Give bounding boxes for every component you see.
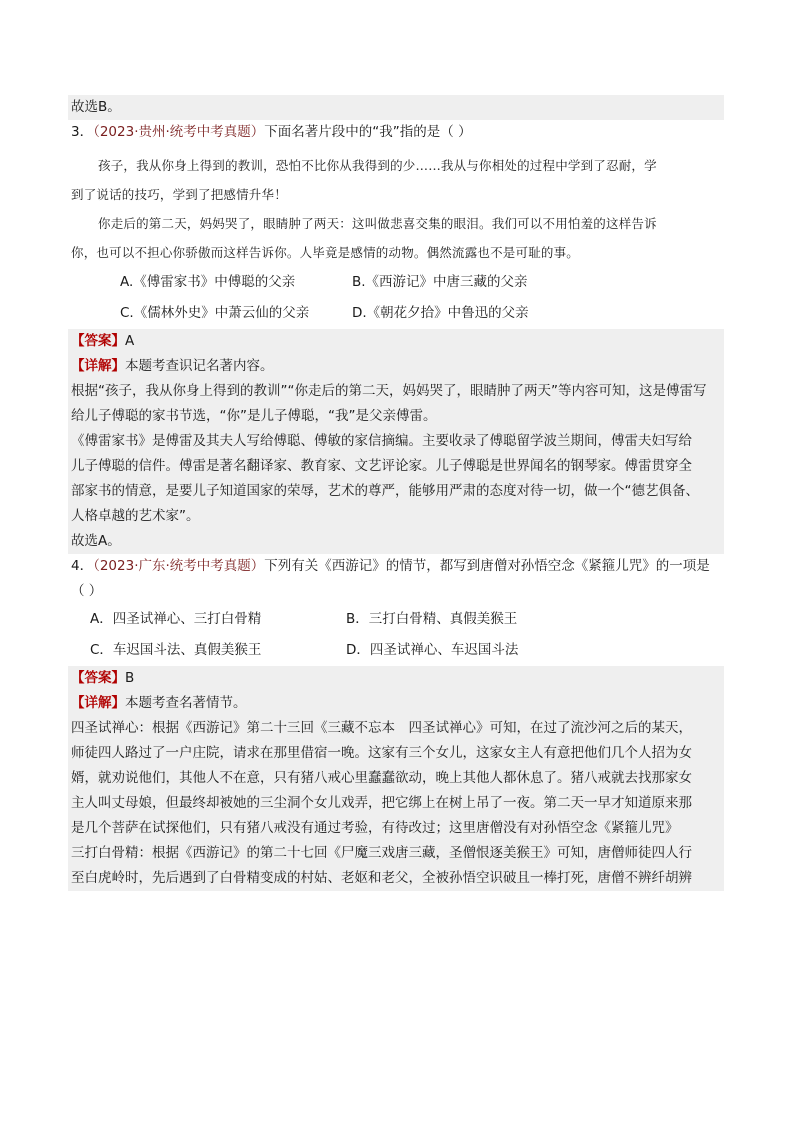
- question-4-stem-cont: （ ）: [71, 583, 103, 599]
- detail-line: [68, 691, 724, 716]
- option-c: C．车迟国斗法、真假美猴王: [90, 642, 262, 658]
- answer-label: 【答案】: [71, 670, 125, 686]
- options-row: [68, 604, 724, 635]
- question-3-stem: [68, 120, 724, 145]
- option-b: B.《西游记》中唐三藏的父亲: [352, 274, 528, 290]
- answer-line: [68, 329, 724, 354]
- answer-value: B: [125, 670, 135, 686]
- options-row: [68, 635, 724, 666]
- detail-line: 《傅雷家书》是傅雷及其夫人写给傅聪、傅敏的家信摘编。主要收录了傅聪留学波兰期间，傅雷夫妇写给: [68, 429, 724, 454]
- option-b: B．三打白骨精、真假美猴王: [346, 611, 518, 627]
- question-number: 4．: [71, 558, 94, 574]
- options-row: [68, 298, 724, 329]
- detail-line: 至白虎岭时，先后遇到了白骨精变成的村姑、老妪和老父，全被孙悟空识破且一棒打死，唐僧不辨纤胡辨: [68, 866, 724, 891]
- options-row: [68, 267, 724, 298]
- detail-line: 部家书的情意，是要儿子知道国家的荣辱，艺术的尊严，能够用严肃的态度对待一切，做一个“德艺俱备、: [68, 479, 724, 504]
- detail-line: 三打白骨精：根据《西游记》的第二十七回《尸魔三戏唐三藏，圣僧恨逐美猴王》可知，唐僧师徒四人行: [68, 841, 724, 866]
- detail-line: 儿子傅聪的信件。傅雷是著名翻译家、教育家、文艺评论家。儿子傅聪是世界闻名的钢琴家。傅雷贯穿全: [68, 454, 724, 479]
- question-number: 3．: [71, 124, 94, 140]
- option-a: A．四圣试禅心、三打白骨精: [90, 611, 262, 627]
- question-text: 下面名著片段中的“我”指的是（ ）: [264, 124, 472, 140]
- answer-value: A: [125, 333, 135, 349]
- previous-question-conclusion: 故选B。: [68, 95, 724, 120]
- excerpt-line: 你走后的第二天，妈妈哭了，眼睛肿了两天：这叫做悲喜交集的眼泪。我们可以不用怕羞的这样告诉: [98, 216, 657, 231]
- option-c: C.《儒林外史》中萧云仙的父亲: [120, 305, 310, 321]
- answer-label: 【答案】: [71, 333, 125, 349]
- detail-line: 四圣试禅心：根据《西游记》第二十三回《三藏不忘本 四圣试禅心》可知，在过了流沙河之后的某天，: [68, 716, 724, 741]
- answer-line: [68, 666, 724, 691]
- question-source: （2023·广东·统考中考真题）: [93, 558, 265, 574]
- detail-label: 【详解】: [71, 695, 125, 711]
- excerpt-line: 到了说话的技巧，学到了把感情升华！: [71, 187, 287, 202]
- detail-line: 根据“孩子，我从你身上得到的教训”“你走后的第二天，妈妈哭了，眼睛肿了两天”等内容可知，这是傅雷写: [68, 379, 724, 404]
- detail-line: 人格卓越的艺术家”。: [68, 504, 724, 529]
- detail-line: [68, 354, 724, 379]
- option-d: D．四圣试禅心、车迟国斗法: [346, 642, 519, 658]
- question-4-stem: [68, 554, 724, 579]
- option-a: A.《傅雷家书》中傅聪的父亲: [120, 274, 296, 290]
- excerpt-line: 你，也可以不担心你骄傲而这样告诉你。人毕竟是感情的动物。偶然流露也不是可耻的事。: [71, 245, 580, 260]
- detail-line: 婿，就劝说他们，其他人不在意，只有猪八戒心里蠢蠢欲动，晚上其他人都休息了。猪八戒就去找那家女: [68, 766, 724, 791]
- detail-line: 故选A。: [68, 529, 724, 554]
- option-d: D.《朝花夕拾》中鲁迅的父亲: [352, 305, 529, 321]
- detail-line: 主人叫丈母娘，但最终却被她的三尘洞个女儿戏弄，把它绑上在树上吊了一夜。第二天一早才知道原来那: [68, 791, 724, 816]
- detail-text: 本题考查名著情节。: [125, 695, 247, 711]
- question-source: （2023·贵州·统考中考真题）: [93, 124, 265, 140]
- excerpt-line: 孩子，我从你身上得到的教训，恐怕不比你从我得到的少……我从与你相处的过程中学到了忍耐，学: [98, 158, 657, 173]
- document-page: [68, 95, 724, 891]
- detail-label: 【详解】: [71, 358, 125, 374]
- detail-text: 本题考查识记名著内容。: [125, 358, 274, 374]
- question-text: 下列有关《西游记》的情节，都写到唐僧对孙悟空念《紧箍儿咒》的一项是: [264, 558, 710, 574]
- detail-line: 是几个菩萨在试探他们，只有猪八戒没有通过考验，有待改过；这里唐僧没有对孙悟空念《紧箍儿咒》: [68, 816, 724, 841]
- detail-line: 师徒四人路过了一户庄院，请求在那里借宿一晚。这家有三个女儿，这家女主人有意把他们几个人招为女: [68, 741, 724, 766]
- detail-line: 给儿子傅聪的家书节选，“你”是儿子傅聪，“我”是父亲傅雷。: [68, 404, 724, 429]
